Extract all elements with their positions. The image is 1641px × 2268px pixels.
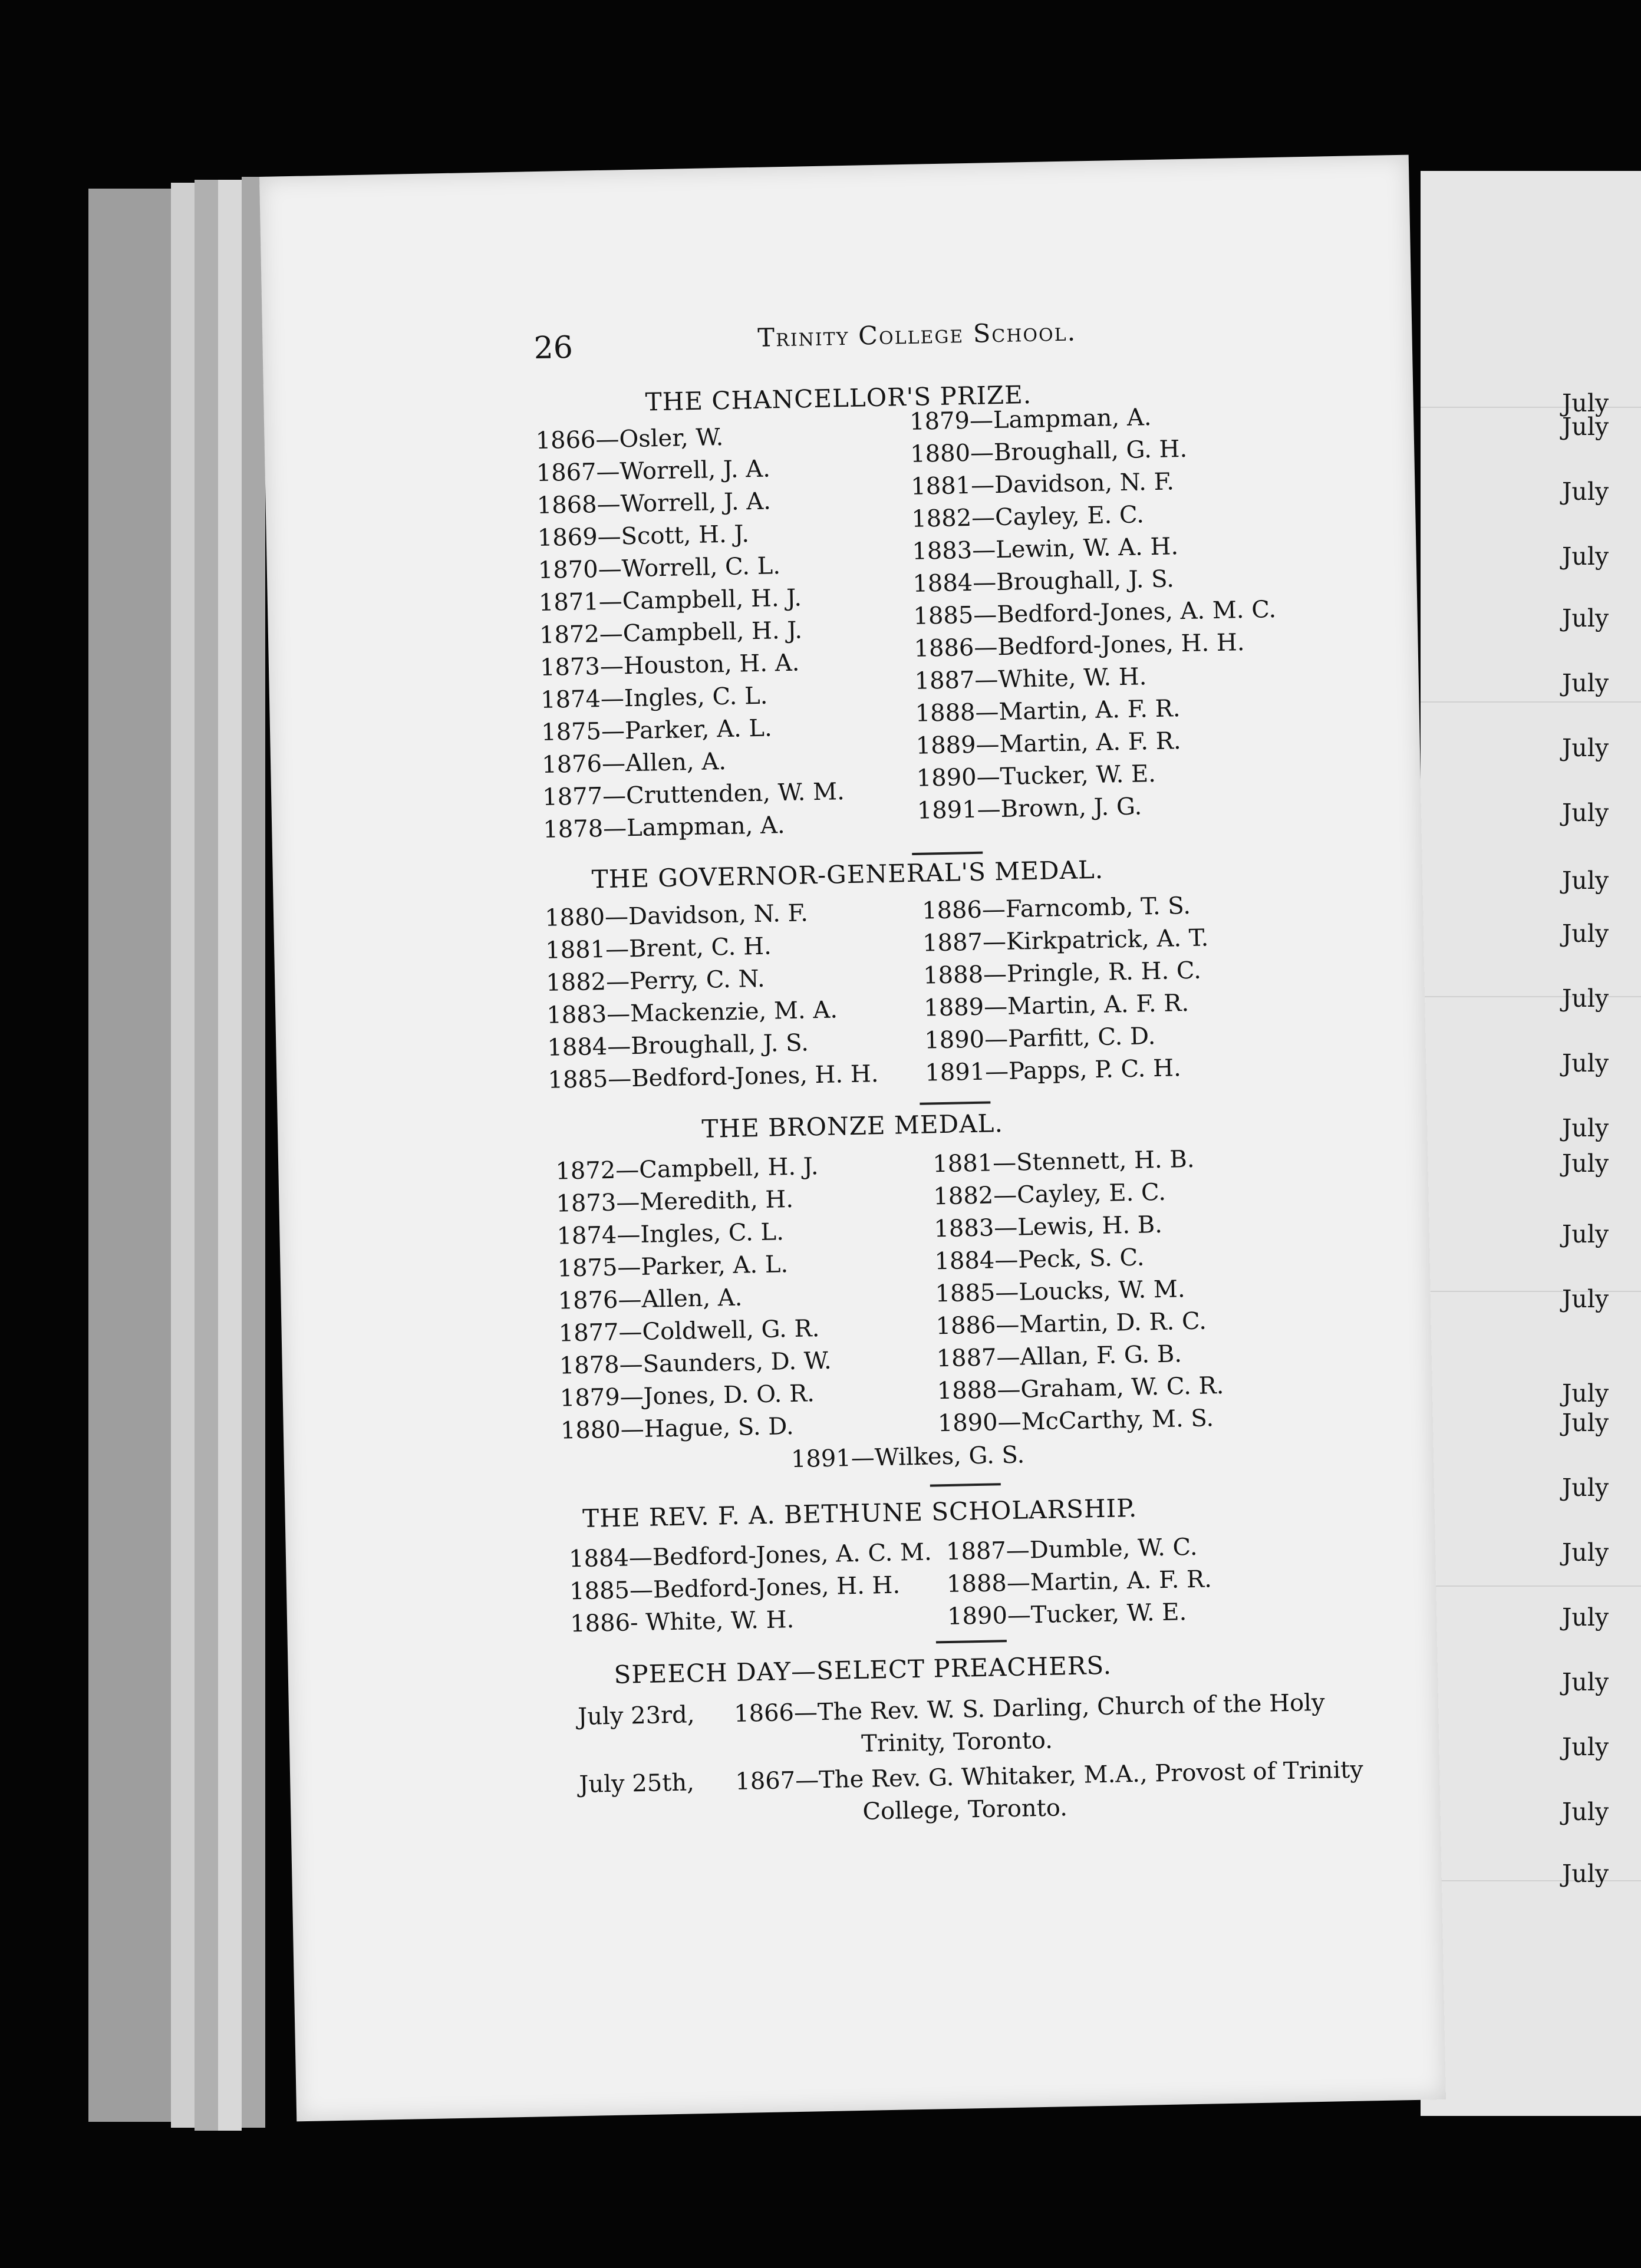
facing-july-label: July <box>1562 919 1609 948</box>
list-item: 1888—Martin, A. F. R. <box>946 1565 1212 1598</box>
chancellors-left-list <box>535 419 845 846</box>
book-page <box>259 155 1446 2122</box>
list-item: 1881—Davidson, N. F. <box>910 468 1175 500</box>
facing-july-label: July <box>1562 389 1609 417</box>
ruled-line <box>1421 1585 1641 1587</box>
list-item: 1880—Hague, S. D. <box>560 1412 795 1445</box>
bethune-left-list <box>569 1537 934 1641</box>
facing-july-label: July <box>1562 1798 1609 1826</box>
facing-july-label: July <box>1562 1285 1609 1313</box>
preacher-date: July 23rd, <box>577 1701 695 1731</box>
list-item: 1890—Tucker, W. E. <box>947 1598 1187 1631</box>
facing-july-label: July <box>1562 1860 1609 1888</box>
list-item: 1884—Broughall, J. S. <box>547 1029 809 1062</box>
facing-page <box>1421 171 1641 2116</box>
section-title-speech-day: SPEECH DAY—SELECT PREACHERS. <box>614 1650 1112 1689</box>
facing-july-label: July <box>1562 1379 1609 1407</box>
list-item: 1873—Houston, H. A. <box>539 649 800 682</box>
list-item: 1868—Worrell, J. A. <box>536 487 772 520</box>
list-item: 1885—Bedford-Jones, H. H. <box>569 1571 901 1606</box>
bethune-right-list <box>945 1531 1212 1633</box>
list-item: 1882—Cayley, E. C. <box>932 1178 1167 1211</box>
facing-july-label: July <box>1562 604 1609 632</box>
list-item: 1866—Osler, W. <box>535 423 724 455</box>
list-item: 1878—Lampman, A. <box>542 812 786 843</box>
list-item: 1887—Allan, F. G. B. <box>936 1340 1182 1373</box>
list-item: 1890—McCarthy, M. S. <box>937 1405 1214 1438</box>
page-edge <box>218 180 242 2131</box>
list-item: 1873—Meredith, H. <box>556 1185 794 1218</box>
list-item: 1879—Lampman, A. <box>909 404 1152 436</box>
list-item: 1891—Brown, J. G. <box>917 793 1142 825</box>
section-title-bethune-scholarship: THE REV. F. A. BETHUNE SCHOLARSHIP. <box>582 1493 1138 1533</box>
facing-july-label: July <box>1562 477 1609 506</box>
list-item: 1876—Allen, A. <box>558 1284 743 1315</box>
section-rule <box>912 852 983 855</box>
facing-july-label: July <box>1562 734 1609 762</box>
chancellors-right-list <box>910 399 1280 828</box>
list-item: 1879—Jones, D. O. R. <box>559 1380 815 1412</box>
list-item: 1869—Scott, H. J. <box>537 520 750 552</box>
list-item: 1880—Broughall, G. H. <box>910 435 1188 468</box>
section-rule <box>936 1640 1007 1643</box>
page-edge <box>171 183 195 2128</box>
facing-july-label: July <box>1562 866 1609 895</box>
list-item: 1882—Perry, C. N. <box>545 965 766 997</box>
list-item: 1876—Allen, A. <box>541 747 727 779</box>
preacher-text-cont: Trinity, Toronto. <box>861 1726 1053 1758</box>
list-item: 1881—Stennett, H. B. <box>932 1145 1195 1178</box>
section-title-bronze-medal: THE BRONZE MEDAL. <box>701 1109 1004 1143</box>
list-item: 1878—Saunders, D. W. <box>559 1347 832 1380</box>
list-item: 1888—Pringle, R. H. C. <box>922 957 1202 990</box>
preacher-text: 1866—The Rev. W. S. Darling, Church of the Holy <box>733 1689 1325 1728</box>
list-item: 1889—Martin, A. F. R. <box>915 727 1181 760</box>
preacher-date: July 25th, <box>579 1769 695 1799</box>
list-item: 1884—Peck, S. C. <box>934 1244 1145 1275</box>
list-item: 1883—Mackenzie, M. A. <box>546 996 838 1029</box>
preacher-text: 1867—The Rev. G. Whitaker, M.A., Provost of Trinity <box>734 1756 1364 1795</box>
list-item: 1888—Graham, W. C. R. <box>937 1372 1224 1405</box>
facing-july-label: July <box>1562 1149 1609 1178</box>
list-item: 1887—Kirkpatrick, A. T. <box>922 924 1209 957</box>
section-title-chancellors-prize: THE CHANCELLOR'S PRIZE. <box>645 380 1032 417</box>
bronze-left-list <box>555 1151 833 1448</box>
facing-july-label: July <box>1562 1114 1609 1142</box>
list-item: 1883—Lewis, H. B. <box>934 1211 1163 1243</box>
facing-july-label: July <box>1562 1473 1609 1502</box>
list-item: 1880—Davidson, N. F. <box>544 899 809 932</box>
section-rule <box>930 1483 1001 1486</box>
list-item: 1886—Martin, D. R. C. <box>935 1307 1207 1340</box>
facing-july-label: July <box>1562 1733 1609 1761</box>
list-item: 1886—Farncomb, T. S. <box>921 892 1191 925</box>
running-title: Trinity College School. <box>757 317 1077 353</box>
page-edge <box>242 177 265 2128</box>
bronze-final-entry: 1891—Wilkes, G. S. <box>790 1441 1025 1473</box>
facing-july-label: July <box>1562 669 1609 697</box>
list-item: 1877—Coldwell, G. R. <box>558 1315 820 1347</box>
list-item: 1884—Bedford-Jones, A. C. M. <box>568 1538 932 1573</box>
list-item: 1885—Loucks, W. M. <box>935 1275 1185 1308</box>
facing-july-label: July <box>1562 1049 1609 1077</box>
facing-july-label: July <box>1562 1538 1609 1567</box>
section-title-governor-generals-medal: THE GOVERNOR-GENERAL'S MEDAL. <box>591 855 1104 894</box>
list-item: 1871—Campbell, H. J. <box>538 584 802 617</box>
facing-july-label: July <box>1562 1668 1609 1696</box>
list-item: 1882—Cayley, E. C. <box>911 501 1145 533</box>
list-item: 1887—Dumble, W. C. <box>945 1533 1198 1566</box>
list-item: 1891—Papps, P. C. H. <box>924 1054 1182 1087</box>
list-item: 1890—Parfitt, C. D. <box>924 1023 1156 1054</box>
list-item: 1887—White, W. H. <box>914 663 1147 695</box>
page-edge <box>88 189 177 2122</box>
list-item: 1889—Martin, A. F. R. <box>923 989 1189 1022</box>
list-item: 1872—Campbell, H. J. <box>555 1153 819 1185</box>
list-item: 1872—Campbell, H. J. <box>539 617 803 650</box>
facing-july-label: July <box>1562 542 1609 571</box>
page-number: 26 <box>533 329 574 367</box>
list-item: 1890—Tucker, W. E. <box>916 760 1156 792</box>
list-item: 1875—Parker, A. L. <box>557 1251 789 1283</box>
list-item: 1886- White, W. H. <box>569 1606 795 1638</box>
section-rule <box>920 1101 990 1105</box>
list-item: 1888—Martin, A. F. R. <box>915 695 1181 727</box>
bronze-right-list <box>932 1143 1225 1440</box>
facing-july-label: July <box>1562 984 1609 1013</box>
ruled-line <box>1421 701 1641 703</box>
facing-july-label: July <box>1562 1220 1609 1248</box>
list-item: 1874—Ingles, C. L. <box>556 1218 785 1250</box>
list-item: 1867—Worrell, J. A. <box>536 455 771 487</box>
list-item: 1883—Lewin, W. A. H. <box>911 533 1179 565</box>
facing-july-label: July <box>1562 1603 1609 1631</box>
list-item: 1875—Parker, A. L. <box>541 714 773 746</box>
preacher-text-cont: College, Toronto. <box>862 1794 1068 1825</box>
list-item: 1877—Cruttenden, W. M. <box>542 778 845 811</box>
governor-right-list <box>922 889 1211 1089</box>
page-edge <box>195 180 218 2131</box>
list-item: 1870—Worrell, C. L. <box>538 552 781 585</box>
list-item: 1885—Bedford-Jones, A. M. C. <box>913 596 1277 630</box>
list-item: 1874—Ingles, C. L. <box>540 682 768 714</box>
list-item: 1886—Bedford-Jones, H. H. <box>914 629 1245 662</box>
governor-left-list <box>545 896 879 1097</box>
list-item: 1885—Bedford-Jones, H. H. <box>548 1060 879 1094</box>
list-item: 1881—Brent, C. H. <box>545 932 772 964</box>
list-item: 1884—Broughall, J. S. <box>912 565 1175 598</box>
facing-july-label: July <box>1562 413 1609 441</box>
facing-july-label: July <box>1562 799 1609 827</box>
facing-july-label: July <box>1562 1409 1609 1437</box>
